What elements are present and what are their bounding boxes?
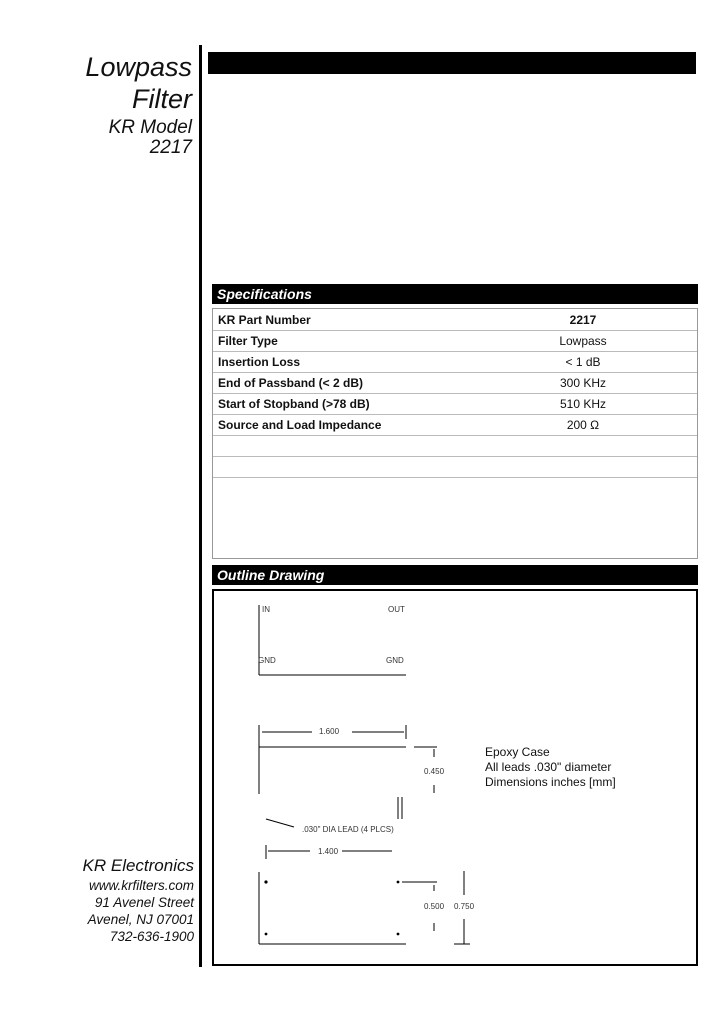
spec-label: End of Passband (< 2 dB) [218,376,364,390]
table-row [213,393,697,415]
spec-label: Filter Type [218,334,278,348]
note-lead-diameter: All leads .030" diameter [485,760,612,774]
spec-label: KR Part Number [218,313,311,327]
table-row [213,372,697,394]
spec-value: 2217 [569,313,597,327]
pin-dot [265,933,268,936]
pin-dot [397,881,400,884]
note-dimensions: Dimensions inches [mm] [485,775,616,789]
dim-length-label: 1.600 [319,727,340,736]
spec-label: Insertion Loss [218,355,301,369]
model-number: 2217 [149,137,192,158]
spec-value: 300 KHz [559,376,607,390]
lead-note-label: .030" DIA LEAD (4 PLCS) [302,825,394,834]
spec-label: Start of Stopband (>78 dB) [218,397,370,411]
website-link[interactable]: www.krfilters.com [88,878,194,893]
spec-value: 510 KHz [559,397,607,411]
street-address: 91 Avenel Street [94,895,194,910]
pin-dot [397,933,400,936]
table-row-empty [213,456,697,478]
city-address: Avenel, NJ 07001 [87,912,194,927]
pin-out-label: OUT [388,605,405,614]
pin-dot [264,880,267,883]
dim-pin-spacing-label: 1.400 [318,847,339,856]
company-name: KR Electronics [82,856,194,875]
phone-number: 732-636-1900 [109,929,194,944]
spec-value: 200 Ω [566,418,600,432]
dim-height-label: 0.450 [424,767,445,776]
spec-value: < 1 dB [565,355,601,369]
table-row [213,309,697,331]
table-row-empty [213,435,697,457]
title-line-2: Filter [132,84,192,114]
specifications-heading: Specifications [212,284,698,304]
pin-gnd-left-label: GND [258,656,276,665]
table-row [213,351,697,373]
note-epoxy-case: Epoxy Case [485,745,550,759]
outline-drawing-heading: Outline Drawing [212,565,698,585]
title-line-1: Lowpass [85,52,192,82]
pin-gnd-right-label: GND [386,656,404,665]
spec-label: Source and Load Impedance [218,418,382,432]
dim-width-outer-label: 0.750 [454,902,475,911]
pin-in-label: IN [262,605,270,614]
lead-leader-line [266,819,294,827]
specifications-table [212,308,698,559]
header-bar [208,52,696,74]
spec-value: Lowpass [559,334,607,348]
model-label: KR Model [108,117,192,138]
vertical-divider [199,45,202,967]
table-row [213,330,697,352]
dim-width-inner-label: 0.500 [424,902,445,911]
table-row [213,414,697,436]
